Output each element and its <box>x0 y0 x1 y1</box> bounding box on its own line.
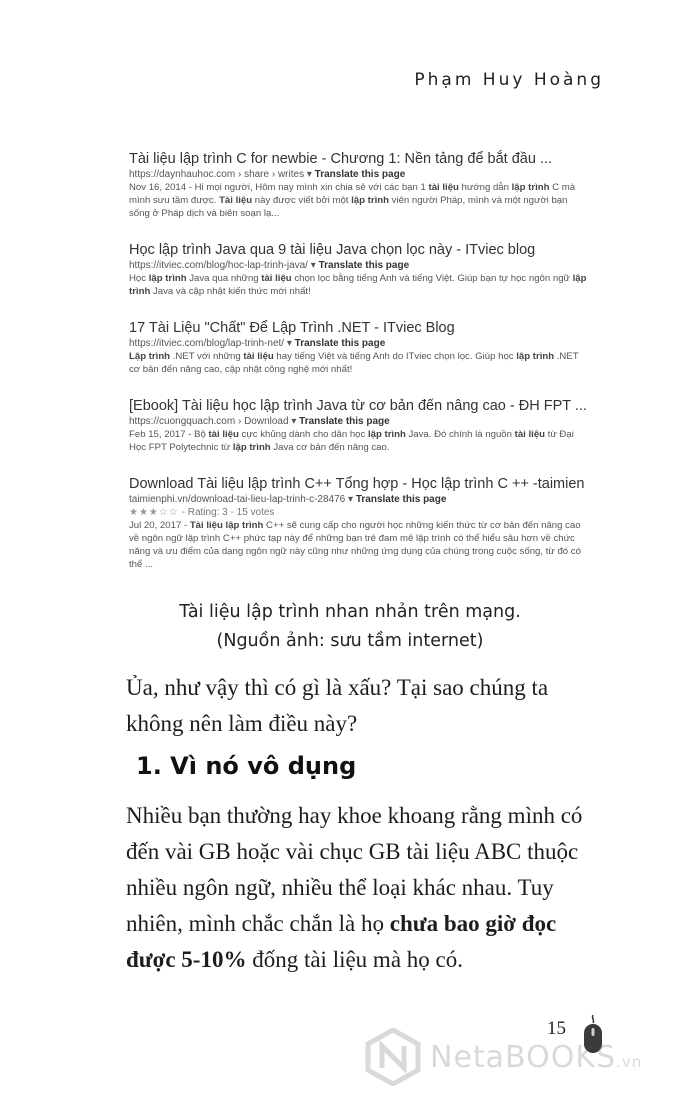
paragraph-text <box>106 798 608 978</box>
paragraph-part-2: đống tài liệu mà họ có. <box>246 947 463 972</box>
translate-link: Translate this page <box>318 260 410 271</box>
search-results-screenshot <box>129 150 589 592</box>
page-number: 15 <box>547 1018 566 1039</box>
chevron-down-icon: ▾ <box>291 416 297 427</box>
result-title: [Ebook] Tài liệu học lập trình Java từ cơ bản đến nâng cao - ĐH FPT ... <box>129 398 587 414</box>
result-url-text: https://daynhauhoc.com › share › writes <box>129 169 305 180</box>
watermark-suffix: .vn <box>616 1053 643 1071</box>
result-snippet: Nov 16, 2014 - Hi mọi người, Hôm nay mình xin chia sẻ với các bạn 1 tài liệu hướng dẫn lập trình C mà mình sưu tầm được. Tài liệu này được viết bởi một lập trình viên người Pháp, mình và một người bạn sống ở Pháp dịch và biên soạn lạ... <box>129 182 576 219</box>
result-snippet: Học lập trình Java qua những tài liệu chọn lọc bằng tiếng Anh và tiếng Việt. Giúp bạn tự học ngôn ngữ lập trình Java và cập nhật kiến thức mới nhất! <box>129 273 587 297</box>
search-result <box>129 319 589 376</box>
chevron-down-icon: ▾ <box>286 338 292 349</box>
result-url-text: https://itviec.com/blog/lap-trinh-net/ <box>129 338 285 349</box>
result-title: 17 Tài Liệu "Chất" Để Lập Trình .NET - ITviec Blog <box>129 320 455 336</box>
translate-link: Translate this page <box>314 169 406 180</box>
result-url-text: https://cuongquach.com › Download <box>129 416 289 427</box>
result-rating: ★★★☆☆ - Rating: 3 - 15 votes <box>129 507 275 518</box>
result-url <box>129 415 589 428</box>
chevron-down-icon: ▾ <box>306 169 312 180</box>
result-url <box>129 493 589 506</box>
result-title: Download Tài liệu lập trình C++ Tổng hợp - Học lập trình C ++ -taimien <box>129 476 585 492</box>
caption-line-1: Tài liệu lập trình nhan nhản trên mạng. <box>179 602 521 622</box>
body-paragraph-1 <box>106 670 608 742</box>
search-result <box>129 397 589 454</box>
result-snippet: Feb 15, 2017 - Bộ tài liệu cực khủng dành cho dân học lập trình Java. Đó chính là nguồn tài liệu từ Đại Học FPT Polytechnic từ lập trình Java cơ bản đến nâng cao. <box>129 429 574 453</box>
watermark-brand: NetaBOOKS <box>430 1040 617 1075</box>
page-header-author: Phạm Huy Hoàng <box>414 70 604 90</box>
figure-caption <box>0 598 700 656</box>
result-title: Tài liệu lập trình C for newbie - Chương 1: Nền tảng để bắt đầu ... <box>129 151 553 167</box>
body-paragraph-2 <box>106 798 608 978</box>
translate-link: Translate this page <box>294 338 386 349</box>
chevron-down-icon: ▾ <box>348 494 354 505</box>
chevron-down-icon: ▾ <box>310 260 316 271</box>
netabooks-logo-icon <box>364 1028 422 1086</box>
watermark <box>364 1028 694 1088</box>
section-heading: 1. Vì nó vô dụng <box>136 752 357 780</box>
caption-line-2: (Nguồn ảnh: sưu tầm internet) <box>216 631 484 651</box>
result-snippet: Jul 20, 2017 - Tài liệu lập trình C++ sẽ cung cấp cho người học những kiến thức từ cơ bản đến nâng cao về ngôn ngữ lập trình C++ phức tạp này để những bạn trẻ đam mê lập trình có thể hiểu sâu hơn về chức năng và ưu điểm của dạng ngôn ngữ này cũng như những ứng dụng của chúng trong cuộc sống, từ đó có thể ... <box>129 520 581 570</box>
translate-link: Translate this page <box>355 494 447 505</box>
rating-text: Rating: 3 - 15 votes <box>187 507 275 518</box>
result-snippet: Lập trình .NET với những tài liệu hay tiếng Việt và tiếng Anh do ITviec chọn lọc. Giúp học lập trình .NET cơ bản đến nâng cao, cập nhật công nghệ mới nhất! <box>129 351 579 375</box>
watermark-text <box>430 1040 642 1075</box>
result-url <box>129 337 589 350</box>
search-result <box>129 150 589 220</box>
search-result <box>129 241 589 298</box>
translate-link: Translate this page <box>299 416 390 427</box>
search-result <box>129 475 589 571</box>
paragraph-text: Ủa, như vậy thì có gì là xấu? Tại sao chúng ta không nên làm điều này? <box>126 675 549 736</box>
result-url <box>129 168 589 181</box>
paragraph-part-1: Nhiều bạn thường hay khoe khoang rằng mình có đến vài GB hoặc vài chục GB tài liệu ABC thuộc nhiều ngôn ngữ, nhiều thể loại khác nhau. Tuy nhiên, mình chắc chắn là họ <box>126 803 583 936</box>
paragraph-bold-emphasis: chưa bao giờ đọc được 5-10% <box>126 911 557 972</box>
result-url <box>129 259 589 272</box>
result-title: Học lập trình Java qua 9 tài liệu Java chọn lọc này - ITviec blog <box>129 242 536 258</box>
result-url-text: taimienphi.vn/download-tai-lieu-lap-trinh-c-28476 <box>129 494 346 505</box>
rating-stars: ★★★☆☆ <box>129 507 179 518</box>
result-url-text: https://itviec.com/blog/hoc-lap-trinh-java/ <box>129 260 308 271</box>
